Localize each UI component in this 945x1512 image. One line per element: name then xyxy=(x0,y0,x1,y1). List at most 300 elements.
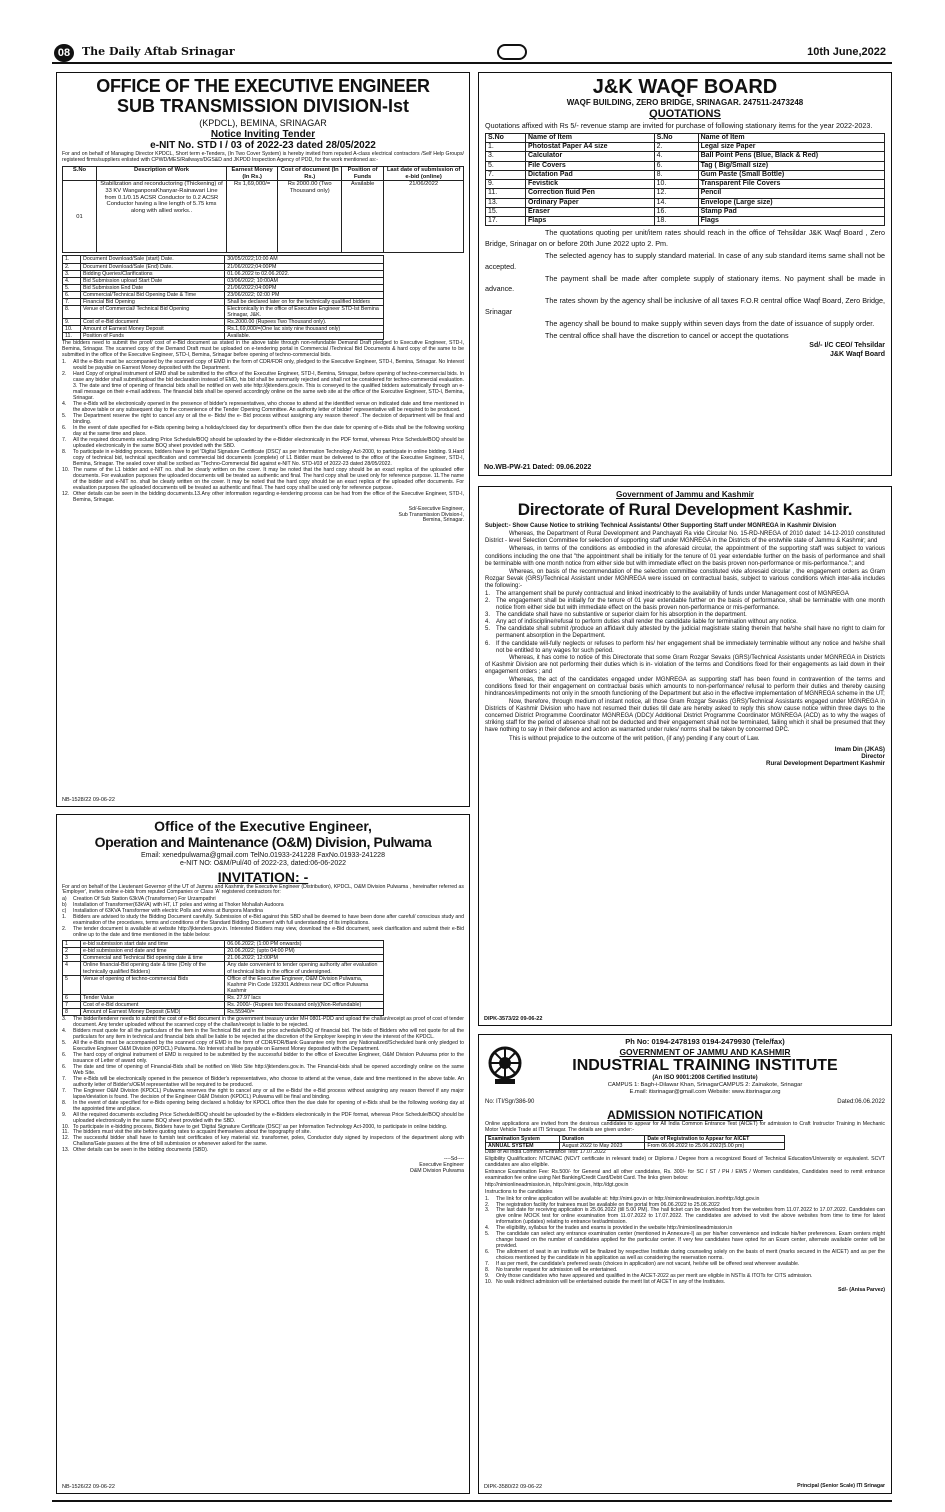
ad2-item-cell: Stamp Pad xyxy=(698,207,884,216)
ad3-item-text: Any act of indiscipline/refusal to perform duties shall render the candidate liable for termination without any notice. xyxy=(496,619,798,626)
ad3-paragraph: Whereas, the act of the candidates engaged under MGNREGA as supporting staff has been found in contravention of the terms and conditions fixed for their engagement on contractual basis which amounts to non-performance/ refusal to perform their duties and thereby causing hindrances/impediments not only in the smooth functioning of the Department but also in the effective implementation of MGNREGA scheme in the UT; xyxy=(485,676,885,698)
ad5-ref: DIPK-3580/22 09-06-22 xyxy=(484,1483,543,1490)
ad2-th: S.No xyxy=(486,133,526,142)
ad4-works xyxy=(62,897,464,915)
ad4-schedule-cell: 5 xyxy=(63,975,81,994)
ad1-item xyxy=(62,468,464,492)
ad5-dated: Dated:06.06.2022 xyxy=(837,1098,885,1105)
ad5-item-number: 7. xyxy=(485,1261,490,1268)
ad1-schedule-cell: Venue of Commercial/ Technical Bid Opening xyxy=(81,306,225,319)
ad4-schedule-cell: Rs. 2000/- (Rupees two thousand only)(Non-Refundable) xyxy=(225,1001,383,1008)
ad2-item-row xyxy=(486,143,885,152)
ad2-item-cell: Pencil xyxy=(698,189,884,198)
ad4-item xyxy=(62,1113,464,1125)
ad1-schedule-row xyxy=(63,298,384,305)
ad4-enit: e-NIT NO: O&M/Pul/40 of 2022-23, dated:06-06-2022 xyxy=(179,860,347,868)
ad4-schedule-cell: 20.06.2022; (upto 04:00 PM) xyxy=(225,948,383,955)
ad4-item xyxy=(62,1101,464,1113)
ad4-sig-line: O&M Division Pulwama xyxy=(409,1168,464,1175)
page-bottom-rule xyxy=(52,1500,892,1502)
ad1-points xyxy=(62,360,464,503)
ad3-title: Directorate of Rural Development Kashmir. xyxy=(517,500,853,520)
ad4-pre xyxy=(62,915,464,939)
ad4-schedule-row xyxy=(63,962,384,975)
ad1-item-text: The name of the L1 bidder and e-NIT no. shall be clearly written on the cover. It may be noted that the hard copy should be an exact replica of the uploaded offer documents. For evaluation purposes the uploaded documents will be treated as authentic and final. The hard copy shall be used only for reference purpose. 11.The name of the bidder and e-NIT no. shall be clearly written on the cover. It may be noted that the hard copy should be an exact replica of the uploaded offer documents. For evaluation purposes the uploaded documents will be treated as authentic and final. The hard copy shall be used only for reference purpose. xyxy=(73,466,464,491)
ad4-item-number: 5. xyxy=(62,1039,67,1046)
ad4-schedule-row xyxy=(63,1001,384,1008)
ad4-item-number: 12. xyxy=(62,1135,70,1142)
ad2-item-row xyxy=(486,152,885,161)
ad1-schedule-cell: 6. xyxy=(63,291,81,298)
ad1-th: Position of Funds xyxy=(342,167,384,181)
ad3-item-number: 5. xyxy=(485,626,491,633)
ad4-schedule-cell: Venue of opening of techno-commercial Bids xyxy=(81,975,225,994)
ad4-item-text: The bidders must visit the site before quoting rates to acquaint themselves about the topography of site. xyxy=(73,1129,311,1136)
ad1-schedule-cell: Financial Bid Opening xyxy=(81,298,225,305)
ad3-sig-line: Imam Din (JKAS) xyxy=(834,745,885,753)
ad1-item-number: 4. xyxy=(62,401,67,408)
ad4-schedule-cell: Any date convenient to tender opening authority after evaluation of technical bids in the office of undersigned. xyxy=(225,962,383,975)
ad4-item-text: Installation of 63KVA Transformer with electric Polls and wires at Bunpora Mandina xyxy=(73,908,263,915)
ad2-item-cell: Legal size Paper xyxy=(698,143,884,152)
ad1-schedule-row xyxy=(63,277,384,284)
ad5-th: Examination System xyxy=(486,1135,560,1142)
ad5-item-text: No walk in/direct admission will be entertained outside the merit list of AICET in any of the Institutes. xyxy=(496,1279,726,1286)
ad1-item-text: Hard Copy of original instrument of EMD shall be submitted to the office of the Executive Engineer, STD-I, Bemina, Srinagar, before opening of techno-commercial bids. In case any bidder shall submit/upload the bid declaration instead of EMD, his bid shall be summarily rejected and shall not be considered for techno-commercial evaluation. 3. The date and time of opening of financial bids shall be notified on web site http://jktenders.gov.in. This is conveyed to the qualified bidders automatically through an e-mail message on their e-mail address. The financial bids shall be opened accordingly online on the same web site at the office of the Executive Engineer, STD-I, Bemina, Srinagar. xyxy=(73,371,464,402)
ad1-schedule-cell: Bid Submission End Date xyxy=(81,284,225,291)
ad5-item xyxy=(485,1280,885,1286)
ad1-schedule-cell: 23/06/2022; 02:00 PM xyxy=(225,291,383,298)
ad4-schedule-table xyxy=(62,940,384,1016)
ad4-item-text: Bidders are advised to study the Bidding Document carefully. Submission of e-Bid against this SBD shall be deemed to have been done after careful/ conscious study and examination of the procedures, terms and conditions of the Standard Bidding Document with full understanding of its implications. xyxy=(73,914,464,927)
ad5-gov: GOVERNMENT OF JAMMU AND KASHMIR xyxy=(619,1046,791,1057)
ad4-item-number: 8. xyxy=(62,1099,67,1106)
page-number: 08 xyxy=(54,44,74,62)
ad1-schedule-cell: 2. xyxy=(63,263,81,270)
ad3-item xyxy=(485,619,885,626)
ad2-item-row xyxy=(486,189,885,198)
ad5-item-text: Only those candidates who have appeared and qualified in the AICET-2022 as per merit are eligible in NSTIs & ITOTs for CITS admission. xyxy=(496,1273,813,1280)
ad1-td: Stabilization and reconductoring (Thickening) of 33 KV WanganporaKhanyar-Rainawari Line from 0.1/0.15 ACSR Conductor to 0.2 ACSR Conductor having a line length of 5.75 kms along with allied works.. xyxy=(97,181,227,253)
ad1-td: Rs 2000.00 (Two Thousand only) xyxy=(278,181,342,253)
ad5-item-number: 8. xyxy=(485,1267,490,1274)
ad4-item xyxy=(62,1089,464,1101)
ad1-schedule-cell: Shall be declared later on for the technically qualified bidders xyxy=(225,298,383,305)
ad3-item-text: If the candidate will-fully neglects or refuses to perform his/ her engagement shall be immediately terminable without any notice and he/she shall not be entitled to any wages for such period. xyxy=(496,640,885,654)
ad-rural-development xyxy=(478,486,892,1026)
ad2-heading: QUOTATIONS xyxy=(649,108,721,121)
ad4-schedule-cell: e-bid submission start date and time xyxy=(81,941,225,948)
ad1-title2: SUB TRANSMISSION DIVISION-Ist xyxy=(116,96,410,116)
ad1-item-number: 10. xyxy=(62,466,70,473)
ad5-item-number: 4. xyxy=(485,1225,490,1232)
ad1-schedule-cell: Document Download/Sale (End) Date. xyxy=(81,263,225,270)
ad1-item-number: 8. xyxy=(62,448,67,455)
ad2-intro: Quotations affixed with Rs 5/- revenue stamp are invited for purchase of following stationary items for the year 2022-2023. xyxy=(485,121,873,131)
ad4-item-text: In the event of date specified for e-Bids opening being declared a holiday for KPDCL office then the due date for opening of e-Bids shall be the following working day at the appointed time and place. xyxy=(73,1099,464,1112)
paper-name: The Daily Aftab Srinagar xyxy=(82,45,235,58)
ad3-item-number: 1. xyxy=(485,590,491,597)
ad2-ref: No.WB-PW-21 Dated: 09.06.2022 xyxy=(484,463,592,471)
ad5-td: ANNUAL SYSTEM xyxy=(486,1142,560,1149)
ad3-gov: Government of Jammu and Kashmir xyxy=(616,490,754,499)
ad2-item-cell: Flags xyxy=(698,217,884,226)
ad2-item-row xyxy=(486,198,885,207)
ad4-item-number: 2. xyxy=(62,926,67,933)
ad3-sig-line: Rural Development Department Kashmir xyxy=(766,760,885,768)
ad1-schedule-cell: 5. xyxy=(63,284,81,291)
ad4-schedule-row xyxy=(63,941,384,948)
ad-om-pulwama xyxy=(56,814,470,1494)
ad4-schedule-cell: 06.06.2022; (1:00 PM onwards) xyxy=(225,941,383,948)
ad5-item-text: The eligibility, syllabus for the trades and exams is provided in the website http://nimionlineadmission.in xyxy=(496,1225,733,1232)
ad5-sig2: Principal (Senior Scale) ITI Srinagar xyxy=(797,1483,885,1490)
ad2-item-cell: Calculator xyxy=(526,152,655,161)
ad2-item-cell: 3. xyxy=(486,152,526,161)
ad5-th: Duration xyxy=(560,1135,645,1142)
ad1-schedule-row xyxy=(63,306,384,319)
ad4-schedule-cell: Commercial and Technical Bid opening date & time xyxy=(81,955,225,962)
ad4-item-number: 6. xyxy=(62,1051,67,1058)
ad2-address: WAQF BUILDING, ZERO BRIDGE, SRINAGAR. 247511-2473248 xyxy=(566,98,804,107)
ad4-schedule-cell: 8 xyxy=(63,1009,81,1016)
ad4-schedule-cell: e-bid submission end date and time xyxy=(81,948,225,955)
iti-emblem-icon xyxy=(487,1045,523,1085)
ad5-item-number: 2. xyxy=(485,1201,490,1208)
ad3-paras2 xyxy=(485,655,885,743)
ad5-item-number: 5. xyxy=(485,1231,490,1238)
ad3-paragraph: Now, therefore, through medium of instant notice, all those Gram Rozgar Sevaks (GRS)/Technical Assistants engaged under MGNREGA in Districts of Kashmir Division who have not resumed their duties till date are hereby asked to reply this show cause notice within three days to the concerned District Programme Coordinator MGNREGA (DDC)/ Additional District Programme Coordinator MGNREGA (ACD) as to why the wages of striking staff for the period of absence shall not be deducted and their engagement shall not be terminated, failing which it shall be presumed that they have nothing to say in their defence and action as warranted under rules/ norms shall be taken by concerned DPC. xyxy=(485,699,885,734)
ad1-schedule-cell: Available. xyxy=(225,333,383,340)
ad4-schedule-cell: 21.06.2022; 12:00PM xyxy=(225,955,383,962)
ad2-th: Name of Item xyxy=(526,133,655,142)
ad2-th: Name of Item xyxy=(698,133,884,142)
ad2-item-cell: Transparent File Covers xyxy=(698,180,884,189)
ad5-paragraph: http://nimionlineadmission.in, http://nimi.gov.in, http://dgt.gov.in xyxy=(485,1181,629,1188)
ad2-item-row xyxy=(486,180,885,189)
ad4-item-number: 10. xyxy=(62,1123,70,1130)
ad5-paragraph: Date of All India Common Entrance Test: 17.07.2022 xyxy=(485,1148,606,1155)
ad2-item-cell: 2. xyxy=(654,143,698,152)
ad5-email: E.mail: itisrinagar@gmail.com Website: www.itisrinagar.org xyxy=(629,1088,781,1095)
ad4-schedule-row xyxy=(63,994,384,1001)
ad1-schedule-cell: 8. xyxy=(63,306,81,319)
ad1-item-text: To participate in e-bidding process, bidders have to get 'Digital Signature Certificate (DSC)' as per Information Technology Act-2000, to participate in online bidding. 9.Hard copy of technical bid, technical specification and commercial bid documents (complete) of L1 Bidder must be delivered to the office of the Executive Engineer, STD-I, Bemina, Srinagar. The sealed cover shall be scribed as "Techno-Commercial Bid against e-NIT No. STD-I/03 of 2022-23 dated 28/05/2022. xyxy=(73,448,464,467)
ad2-paragraph: The payment shall be made after complete supply of stationary items. No payment shall be made in advance. xyxy=(485,273,885,294)
ad3-item-text: The arrangement shall be purely contractual and linked inextricably to the availability of funds under Management cost of MGNREGA xyxy=(496,590,849,597)
ad5-intro: Online applications are invited from the desirous candidates to appear for All India Common Entrance Test (AICET) for admission to Craft Instructor Training in Mechanic Motor Vehicle Trade at ITI Srinagar. The details are given under:- xyxy=(485,1120,885,1133)
ad5-td: August 2022 to May 2023 xyxy=(560,1142,645,1149)
ad2-item-cell: 1. xyxy=(486,143,526,152)
ad4-schedule-cell: Rs. 27.97 lacs xyxy=(225,994,383,1001)
ad1-item-number: 6. xyxy=(62,424,67,431)
ad1-signature xyxy=(62,507,464,525)
ad1-item-text: Other details can be seen in the bidding documents.13.Any other information regarding e-tendering process can be had from the office of the Executive Engineer, STD-I, Bemina, Srinagar. xyxy=(73,490,464,503)
ad3-signature xyxy=(485,746,885,768)
ad4-title1: Office of the Executive Engineer, xyxy=(154,818,372,834)
ad4-item-number: 11. xyxy=(62,1129,69,1136)
ad3-item-number: 4. xyxy=(485,619,491,626)
ad5-item-text: The last date for receiving application is 25.06.2022 (till 5.00 PM). The hall ticket can be downloaded from the websites from 11.07.2022 to 17.07.2022. Candidates can give online MOCK test for online examination from 11.07.2022 to 17.07.2022. The candidates are advised to visit the above websites from time to time for latest information (updates) relating to entrance test/admission. xyxy=(496,1207,885,1226)
ad2-item-cell: 15. xyxy=(486,207,526,216)
ad5-title: INDUSTRIAL TRAINING INSTITUTE xyxy=(572,1056,838,1074)
ad3-paragraph: Whereas, in terms of the conditions as embodied in the aforesaid circular, the appointment of the supporting staff was subject to various conditions including the one that "the appointment shall be initially for the tenure of 01 year extendable further on the basis of performance and shall be terminable with one month notice from either side but with immediate effect on the basis proven non-performance or mis-performance."; and xyxy=(485,546,885,567)
ad2-paragraph: The agency shall be bound to make supply within seven days from the date of issuance of supply order. xyxy=(545,318,875,328)
ad3-item-text: The candidate shall have no substantive or superior claim for his absorption in the department. xyxy=(496,612,747,619)
newspaper-header xyxy=(52,42,892,64)
ad4-signature xyxy=(62,1157,464,1175)
ad1-para0: The bidders need to submit the proof/ cost of e-Bid document as stated in the above table through non-refundable Demand Draft pledged to Executive Engineer, STD-I, Bemina, Srinagar. The scanned copy of the Demand Draft must be uploaded on e-tendering portal in Commercial /Technical Bid Documents & hard copy of the same to be submitted in the office of the Executive Engineer, STD-I, Bemina, Srinagar before opening of techno-commercial bids. xyxy=(62,340,464,359)
ad3-paragraph: Whereas, on basis of the recommendation of the selection committee constituted vide aforesaid circular , the engagement orders as Gram Rozgar Sevak (GRS)/Technical Assistant under MGNREGA were issued on contractual basis, subject to various conditions which inter-alia includes the following:- xyxy=(485,568,885,589)
ad5-paragraph: Instructions to the candidates xyxy=(485,1188,553,1195)
ad2-item-cell: 16. xyxy=(654,207,698,216)
ad4-schedule-cell: 7 xyxy=(63,1001,81,1008)
ad2-item-row xyxy=(486,217,885,226)
ad1-item-text: The e-Bids will be electronically opened in the presence of bidder's representatives, who choose to attend at the identified venue on indicated date and time mentioned in the above table or any subsequent day to the convenience of the Tender Opening Committee. An authority letter of bidder' representative will be required to be produced. xyxy=(73,401,464,414)
ad4-schedule-cell: Office of the Executive Engineer, O&M Division Pulwama, Kashmir Pin Code 192301 Address near DC office Pulwama Kashmir xyxy=(225,975,383,994)
ad3-item xyxy=(485,641,885,655)
ad1-th: Last date of submission of e-bid (online) xyxy=(384,167,464,181)
ad1-schedule-cell: Position of Funds xyxy=(81,333,225,340)
ad5-paragraph: Eligibility Qualification: NTC/NAC (NCVT certificate in relevant trade) or Diploma / Degree from a recognized Board of Technical Education/University or equivalent. SCVT candidates are also eligible. xyxy=(485,1155,885,1168)
ad1-schedule-cell: 21/06/2022;04:00PM xyxy=(225,284,383,291)
ad4-ref: NB-1526/22 09-06-22 xyxy=(62,1483,115,1490)
ad1-schedule-cell: 4. xyxy=(63,277,81,284)
ad2-item-cell: 18. xyxy=(654,217,698,226)
ad4-schedule-cell: 1 xyxy=(63,941,81,948)
ad5-phone: Ph No: 0194-2478193 0194-2479930 (Tele/fax) xyxy=(625,1037,785,1046)
ad-std-tender xyxy=(56,72,470,807)
ad1-notice: Notice Inviting Tender xyxy=(210,128,316,140)
ad1-schedule-row xyxy=(63,256,384,263)
ad4-schedule-cell: Tender Value xyxy=(81,994,225,1001)
ad4-item-text: Other details can be seen in the bidding documents (SBD). xyxy=(73,1147,209,1154)
ad3-item-number: 6. xyxy=(485,640,491,647)
ad4-schedule-cell: 2 xyxy=(63,948,81,955)
ad4-item-text: Bidders must quote for all the particulars of the item in the Technical Bid and in the price schedule/BOQ of financial bid. The bids of Bidders who will not quote for all the particulars for any item in technical and financial bids shall be liable to be rejected at the discretion of the Employer keeping in view the interest of the KPDCL. xyxy=(73,1028,464,1040)
ad4-schedule-row xyxy=(63,955,384,962)
ad1-item xyxy=(62,372,464,402)
ad2-signature xyxy=(485,342,885,359)
ad4-item-number: c) xyxy=(62,908,67,915)
ad4-item-text: The date and time of opening of Financial-Bids shall be notified on Web Site http://jktenders.gov.in. The Financial-bids shall be opened accordingly online on the same Web Site. xyxy=(73,1063,464,1076)
ad4-schedule-cell: 4 xyxy=(63,962,81,975)
ad2-item-cell: Gum Paste (Small Bottle) xyxy=(698,170,884,179)
ad5-td: From 06.06.2022 to 25.06.2022(5.00 pm) xyxy=(645,1142,785,1149)
ad3-item xyxy=(485,598,885,612)
ad1-schedule-cell: 30/05/2022;10:00 AM xyxy=(225,256,383,263)
ad4-item-text: The e-Bids will be electronically opened in the presence of Bidder's representatives, who choose to attend at the venue, date and time mentioned in the above table. An authority letter of Bidder's/OEM representative will be required to be produced. xyxy=(73,1075,464,1088)
ad2-item-cell: 17. xyxy=(486,217,526,226)
ad1-item-number: 2. xyxy=(62,371,67,378)
masthead-logo-icon xyxy=(497,44,527,60)
ad5-iso: (An ISO 9001:2008 Certified Institute) xyxy=(652,1074,758,1081)
ad3-item xyxy=(485,626,885,640)
ad3-subject: Subject:- Show Cause Notice to striking Technical Assistants/ Other Supporting Staff under MGNREGA in Kashmir Division xyxy=(485,523,837,530)
ad5-item-text: The allotment of seat in an institute will be finalized by respective Institute during counseling solely on the basis of merit (marks secured in the AICET) and as per the choices mentioned by the candidate in his application as well as considering the reservation norms. xyxy=(496,1249,885,1262)
ad1-ref: NB-1528/22 09-06-22 xyxy=(62,796,115,803)
ad2-item-cell: 7. xyxy=(486,170,526,179)
ad1-item xyxy=(62,450,464,468)
ad2-item-cell: Photostat Paper A4 size xyxy=(526,143,655,152)
ad5-item-number: 10. xyxy=(485,1279,493,1286)
ad4-item-number: 1. xyxy=(62,914,67,921)
ad1-sig-line: Bemina, Srinagar. xyxy=(422,517,464,524)
ad1-schedule-cell: Cost of e-Bid document xyxy=(81,319,225,326)
ad5-signature xyxy=(485,1288,885,1294)
ad4-schedule-cell: 3 xyxy=(63,955,81,962)
ad4-item-number: b) xyxy=(62,902,67,909)
ad2-sig-line: Sd/- I/C CEO/ Tehsildar xyxy=(809,342,885,350)
ad1-sig-line: Sub Transmission Division-I, xyxy=(398,511,464,518)
ad2-item-cell: Flaps xyxy=(526,217,655,226)
ad4-item-text: All the required documents excluding Price Schedule/BOQ should be uploaded by the e-Bidders electronically in the PDF format, whereas Price Schedule/BOQ should be uploaded electronically in the same BOQ sheet provided with the SBD. xyxy=(73,1111,464,1124)
ad1-item-number: 12. xyxy=(62,490,70,497)
ad3-item-number: 3. xyxy=(485,612,491,619)
ad4-intro: For and on behalf of the Lieutenant Governor of the UT of Jammu and Kashmir, the Executive Engineer (Distribution), KPDCL, O&M Division Pulwama , hereinafter referred as 'Employer', invites online e-bids from reputed Companies or Class 'A' registered contractors for: xyxy=(62,883,464,896)
ad2-item-row xyxy=(486,170,885,179)
ad1-th: Earnest Money (In Rs.) xyxy=(227,167,278,181)
ad1-schedule-cell: Document Download/Sale (start) Date. xyxy=(81,256,225,263)
ad2-item-cell: 11. xyxy=(486,189,526,198)
ad4-schedule-row xyxy=(63,1009,384,1016)
ad2-title: J&K WAQF BOARD xyxy=(592,76,778,98)
ad1-enit: e-NIT No. STD I / 03 of 2022-23 dated 28/05/2022 xyxy=(150,140,376,152)
ad1-schedule-cell: 3. xyxy=(63,270,81,277)
ad2-th: S.No xyxy=(654,133,698,142)
ad4-item-text: The Engineer O&M Division (KPDCL) Pulwama reserves the right to cancel any or all the e-Bids/ the e-Bid process without assigning any reason thereof if any major lapse/deviation is found. The decision of the Engineer O&M Division (KPDCL) Pulwama will be final and binding. xyxy=(73,1087,464,1100)
ad3-item-text: The engagement shall be initially for the tenure of 01 year extendable further on the basis of performance, shall be terminable with one month notice from either side but with immediate effect on the basis proven non-performance or mis-performance. xyxy=(496,598,885,612)
ad1-td: 01 xyxy=(63,181,97,253)
ad5-item xyxy=(485,1232,885,1250)
ad3-ref: DIPK-3573/22 09-06-22 xyxy=(484,1015,543,1022)
issue-date: 10th June,2022 xyxy=(807,46,886,58)
ad1-schedule-cell: 21/06/2022;04:00PM xyxy=(225,263,383,270)
ad2-item-cell: 4. xyxy=(654,152,698,161)
ad1-intro: For and on behalf of Managing Director KPDCL, Short term e-Tenders, (In Two Cover System) is hereby invited from reputed A-class electrical contractors /Self Help Groups/ registered firms/suppliers enlisted with CPWD/MES/Railways/DGS&D and JKPDD Inspection Agency of PDD, for the work mentioned as:- xyxy=(62,151,464,164)
ad-waqf-quotations xyxy=(478,72,892,476)
ad4-item-text: Installation of Transformer(63kVA) with HT, LT poles and wiring at Thoker Mohallah Audoora xyxy=(73,902,284,909)
ad2-item-cell: Correction fluid Pen xyxy=(526,189,655,198)
ad2-item-cell: 8. xyxy=(654,170,698,179)
ad4-item-text: The bidder/tenderer needs to submit the cost of e-Bid document in the government treasury under MH 0801-PDD and upload the challan/receipt as proof of cost of tender document. Any tender uploaded without the scanned copy of the challan/receipt is liable to be rejected. xyxy=(73,1016,464,1029)
ad5-item xyxy=(485,1208,885,1226)
ad4-item-text: The tender document is available at website http://jktenders.gov.in. Interested Bidders may view, download the e-Bid document, seek clarification and submit their e-Bid online up to the date and time mentioned in the table below: xyxy=(73,926,464,939)
ad4-sig-line: ----Sd---- xyxy=(443,1156,464,1163)
ad3-item xyxy=(485,591,885,598)
ad4-item-text: The hard copy of original instrument of EMD is required to be submitted by the successful bidder to the office of Executive Engineer, O&M Division Pulwama prior to the issuance of Letter of award only. xyxy=(73,1051,464,1064)
ad1-schedule-row xyxy=(63,333,384,340)
ad1-th: S.No xyxy=(63,167,97,181)
ad1-work-table xyxy=(62,166,464,253)
ad2-paragraph: The selected agency has to supply standard material. In case of any sub standard items same shall not be accepted. xyxy=(485,250,885,271)
ad2-paras xyxy=(485,228,885,341)
ad1-schedule-row xyxy=(63,263,384,270)
ad1-item-text: All the required documents excluding Price Schedule/BOQ should be uploaded by the e-Bidder electronically in the PDF format, whereas Price Schedule/BOQ should be uploaded electronically in the same BOQ sheet provided with the SBD. xyxy=(73,436,464,449)
ad4-item-text: The successful bidder shall have to furnish test certificates of key material viz. transformer, poles, Conductor duly signed by inspectors of the department along with Challans/Gate passes at the time of bill submission or whenever asked for the same. xyxy=(73,1135,464,1148)
ad4-item xyxy=(62,1077,464,1089)
ad5-lines xyxy=(485,1150,885,1196)
ad1-td: Available xyxy=(342,181,384,253)
ad4-item-number: a) xyxy=(62,896,67,903)
ad1-item-text: In the event of date specified for e-Bids opening being a holiday/closed day for department's office then the due date for opening of e-Bids shall be the following working day at the same time and place. xyxy=(73,424,464,437)
ad2-item-cell: 13. xyxy=(486,198,526,207)
ad3-item-text: The candidate shall submit /produce an affidavit duly attested by the judicial magistrate stating therein that he/she shall have no right to claim for permanent absorption in the Department. xyxy=(496,626,885,640)
ad2-paragraph: The quotations quoting per unit/item rates should reach in the office of Tehsildar J&K Waqf Board , Zero Bridge, Srinagar on or before 20th June 2022 upto 2. Pm. xyxy=(485,228,885,249)
ad2-item-cell: 9. xyxy=(486,180,526,189)
ad4-item-number: 7. xyxy=(62,1075,67,1082)
ad2-item-cell: 12. xyxy=(654,189,698,198)
ad2-item-cell: Eraser xyxy=(526,207,655,216)
ad1-schedule-row xyxy=(63,284,384,291)
ad-iti-admission xyxy=(478,1034,892,1494)
ad1-schedule-cell: Rs.1,69,000/=(One lac sixty nine thousand only) xyxy=(225,326,383,333)
ad1-schedule-row xyxy=(63,326,384,333)
ad1-schedule-cell: 10. xyxy=(63,326,81,333)
ad1-sub: (KPDCL), BEMINA, SRINAGAR xyxy=(199,118,327,128)
ad1-schedule-cell: 03/06/2022; 10:00AM xyxy=(225,277,383,284)
ad2-item-cell: Dictation Pad xyxy=(526,170,655,179)
ad4-schedule-cell: Online financial-Bid opening date & time (Only of the technically qualified Bidders) xyxy=(81,962,225,975)
ad1-schedule-row xyxy=(63,270,384,277)
ad3-item-number: 2. xyxy=(485,598,491,605)
ad4-item-number: 6. xyxy=(62,1063,67,1070)
ad5-points xyxy=(485,1197,885,1287)
ad4-heading: INVITATION: - xyxy=(217,868,309,885)
ad1-item-number: 1. xyxy=(62,359,67,366)
ad2-paragraph: The central office shall have the discretion to cancel or accept the quotations xyxy=(545,330,789,340)
ad2-item-cell: 5. xyxy=(486,161,526,170)
ad2-sig-line: J&K Waqf Board xyxy=(830,350,885,358)
ad1-schedule-cell: 1. xyxy=(63,256,81,263)
ad4-item xyxy=(62,1148,464,1154)
ad2-item-cell: Ordinary Paper xyxy=(526,198,655,207)
ad1-item-text: The Department reserve the right to cancel any or all the e- Bids/ the e- Bid process without assigning any reason thereof .The decision of department will be final and binding. xyxy=(73,413,464,425)
ad2-item-cell: 6. xyxy=(654,161,698,170)
ad4-schedule-row xyxy=(63,948,384,955)
ad4-item-text: To participate in e-bidding process, Bidders have to get 'Digital Signature Certificate (DSC)' as per Information Technology Act-2000, to participate in online bidding. xyxy=(73,1123,448,1130)
ad4-schedule-cell: 6 xyxy=(63,994,81,1001)
ad2-item-cell: 10. xyxy=(654,180,698,189)
ad2-item-cell: Envelope (Large size) xyxy=(698,198,884,207)
ad5-exam-table xyxy=(485,1135,785,1150)
ad4-item-number: 4. xyxy=(62,1028,67,1035)
ad1-schedule-table xyxy=(62,255,384,340)
ad1-sig-line: Sd/-Executive Engineer, xyxy=(408,505,464,512)
ad2-item-row xyxy=(486,207,885,216)
ad4-sig-line: Executive Engineer xyxy=(419,1162,464,1169)
ad4-item-text: Creation Of Sub Station 63kVA (Transformer) For Urzampathri xyxy=(73,896,216,903)
ad1-item xyxy=(62,492,464,504)
ad2-item-cell: Tag ( Big/Small size) xyxy=(698,161,884,170)
ad1-schedule-cell: Amount of Earnest Money Deposit xyxy=(81,326,225,333)
ad1-schedule-row xyxy=(63,291,384,298)
ad3-sig-line: Director xyxy=(861,752,885,760)
ad5-th: Date of Registration to Appear for AICET xyxy=(645,1135,785,1142)
ad1-td: Rs 1,69,000/= xyxy=(227,181,278,253)
ad4-item-number: 3. xyxy=(62,1016,67,1023)
ad1-th: Cost of document (In Rs.) xyxy=(278,167,342,181)
ad1-item-number: 5. xyxy=(62,413,67,420)
ad4-schedule-cell: Rs.55940/= xyxy=(225,1009,383,1016)
ad4-item-number: 9. xyxy=(62,1111,67,1118)
ad1-schedule-cell: 9. xyxy=(63,319,81,326)
ad5-ref-row xyxy=(485,1099,885,1106)
ad5-item-text: If as per merit, the candidate's preferred seats (choices in application) are not vacant, he/she will be offered seat wherever available. xyxy=(496,1261,800,1268)
ad1-schedule-row xyxy=(63,319,384,326)
ad5-item-text: The registration facility for trainees must be available on the portal from 06.06.2022 to 25.06.2022 xyxy=(496,1201,720,1208)
ad1-schedule-cell: 01.06.2022 to 02.06.2022. xyxy=(225,270,383,277)
